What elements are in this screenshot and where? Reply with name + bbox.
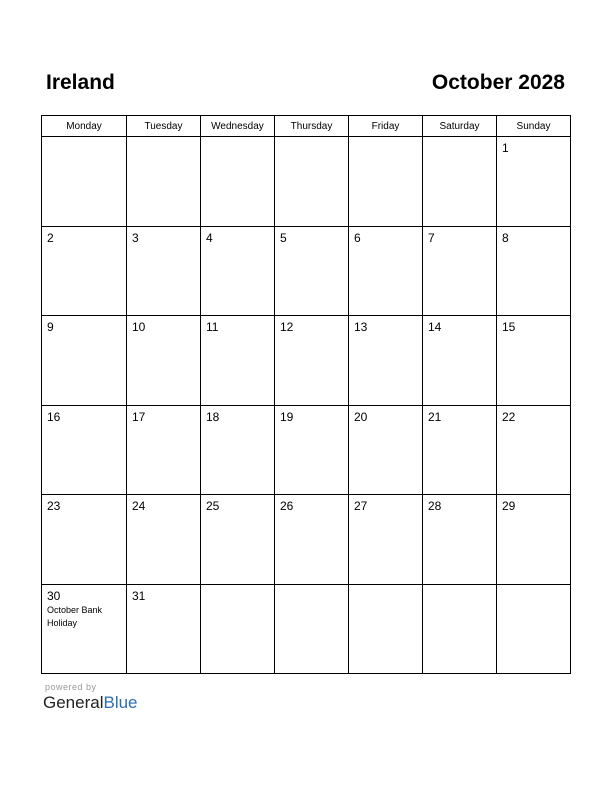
week-row-2 — [42, 226, 571, 316]
day-cell — [349, 584, 423, 674]
day-cell — [42, 316, 127, 406]
day-cell — [201, 584, 275, 674]
day-cell — [127, 316, 201, 406]
day-number: 20 — [354, 409, 368, 424]
day-number — [275, 137, 348, 141]
day-cell — [42, 226, 127, 316]
weekday-sunday: Sunday — [497, 116, 571, 137]
day-number: 27 — [354, 499, 368, 513]
day-cell — [349, 137, 423, 227]
day-cell — [497, 584, 571, 674]
brand-logo-part1: General — [43, 693, 104, 712]
day-number — [201, 137, 274, 141]
day-number: 6 — [354, 230, 361, 245]
brand-logo-part2: Blue — [103, 693, 138, 712]
day-cell — [275, 226, 349, 316]
day-number: 23 — [47, 499, 61, 513]
day-cell — [497, 226, 571, 316]
holiday-label: October Bank Holiday — [47, 604, 103, 628]
week-row-3 — [42, 316, 571, 406]
day-number: 10 — [132, 320, 146, 334]
day-cell — [423, 495, 497, 585]
day-number: 13 — [354, 320, 368, 334]
day-cell — [497, 316, 571, 406]
day-number: 4 — [206, 230, 213, 245]
day-cell — [201, 137, 275, 227]
week-row-5 — [42, 495, 571, 585]
day-number: 8 — [502, 230, 509, 245]
day-cell — [201, 316, 275, 406]
day-cell — [42, 584, 127, 674]
calendar-grid — [41, 115, 571, 674]
day-cell — [201, 226, 275, 316]
weekday-wednesday: Wednesday — [201, 116, 275, 137]
day-cell — [201, 405, 275, 495]
day-cell — [423, 137, 497, 227]
weekday-saturday: Saturday — [423, 116, 497, 137]
day-number: 26 — [280, 499, 294, 513]
week-row-1 — [42, 137, 571, 227]
day-cell — [423, 405, 497, 495]
day-cell — [275, 495, 349, 585]
day-number: 28 — [428, 499, 442, 513]
day-number — [349, 585, 422, 589]
week-row-4 — [42, 405, 571, 495]
day-cell — [497, 405, 571, 495]
day-number: 30 — [47, 588, 61, 603]
day-cell — [423, 316, 497, 406]
day-cell — [423, 226, 497, 316]
day-number: 17 — [132, 409, 146, 424]
day-number: 15 — [502, 320, 516, 334]
day-cell — [127, 137, 201, 227]
country-title: Ireland — [46, 71, 115, 94]
day-number — [275, 585, 348, 589]
day-cell — [349, 316, 423, 406]
day-number — [127, 137, 200, 141]
day-cell — [275, 316, 349, 406]
day-cell — [423, 584, 497, 674]
day-number — [423, 137, 496, 141]
day-number: 24 — [132, 499, 146, 513]
day-number: 12 — [280, 320, 294, 334]
day-cell — [497, 137, 571, 227]
day-number: 3 — [132, 230, 139, 245]
month-year-title: October 2028 — [431, 71, 565, 94]
day-number: 5 — [280, 230, 287, 245]
day-cell — [127, 495, 201, 585]
day-number: 14 — [428, 320, 442, 334]
day-number: 7 — [428, 230, 435, 245]
day-cell — [275, 137, 349, 227]
weekday-friday: Friday — [349, 116, 423, 137]
day-number: 21 — [428, 409, 442, 424]
day-number: 16 — [47, 409, 61, 424]
day-cell — [275, 405, 349, 495]
day-number: 22 — [502, 409, 516, 424]
day-cell — [127, 584, 201, 674]
day-cell — [127, 405, 201, 495]
powered-by-text: powered by — [45, 682, 97, 692]
day-number: 25 — [206, 499, 220, 513]
day-cell — [349, 226, 423, 316]
weekday-thursday: Thursday — [275, 116, 349, 137]
day-cell — [42, 495, 127, 585]
weekday-tuesday: Tuesday — [127, 116, 201, 137]
day-cell — [127, 226, 201, 316]
day-cell — [497, 495, 571, 585]
day-cell — [349, 495, 423, 585]
day-number — [201, 585, 274, 589]
weekday-header-row — [42, 116, 571, 137]
day-number — [349, 137, 422, 141]
day-number: 1 — [502, 141, 509, 155]
weekday-monday: Monday — [42, 116, 127, 137]
day-number — [497, 585, 570, 589]
day-number — [42, 137, 126, 141]
day-number: 29 — [502, 499, 516, 513]
brand-logo[interactable] — [43, 693, 138, 713]
day-cell — [42, 405, 127, 495]
day-number: 9 — [47, 320, 54, 334]
week-row-6 — [42, 584, 571, 674]
day-number: 19 — [280, 409, 294, 424]
day-number: 18 — [206, 409, 220, 424]
footer — [43, 682, 138, 713]
day-cell — [42, 137, 127, 227]
day-cell — [275, 584, 349, 674]
day-number: 31 — [132, 588, 146, 603]
day-cell — [201, 495, 275, 585]
day-number — [423, 585, 496, 589]
day-number: 2 — [47, 230, 54, 245]
day-number: 11 — [206, 320, 219, 334]
day-cell — [349, 405, 423, 495]
